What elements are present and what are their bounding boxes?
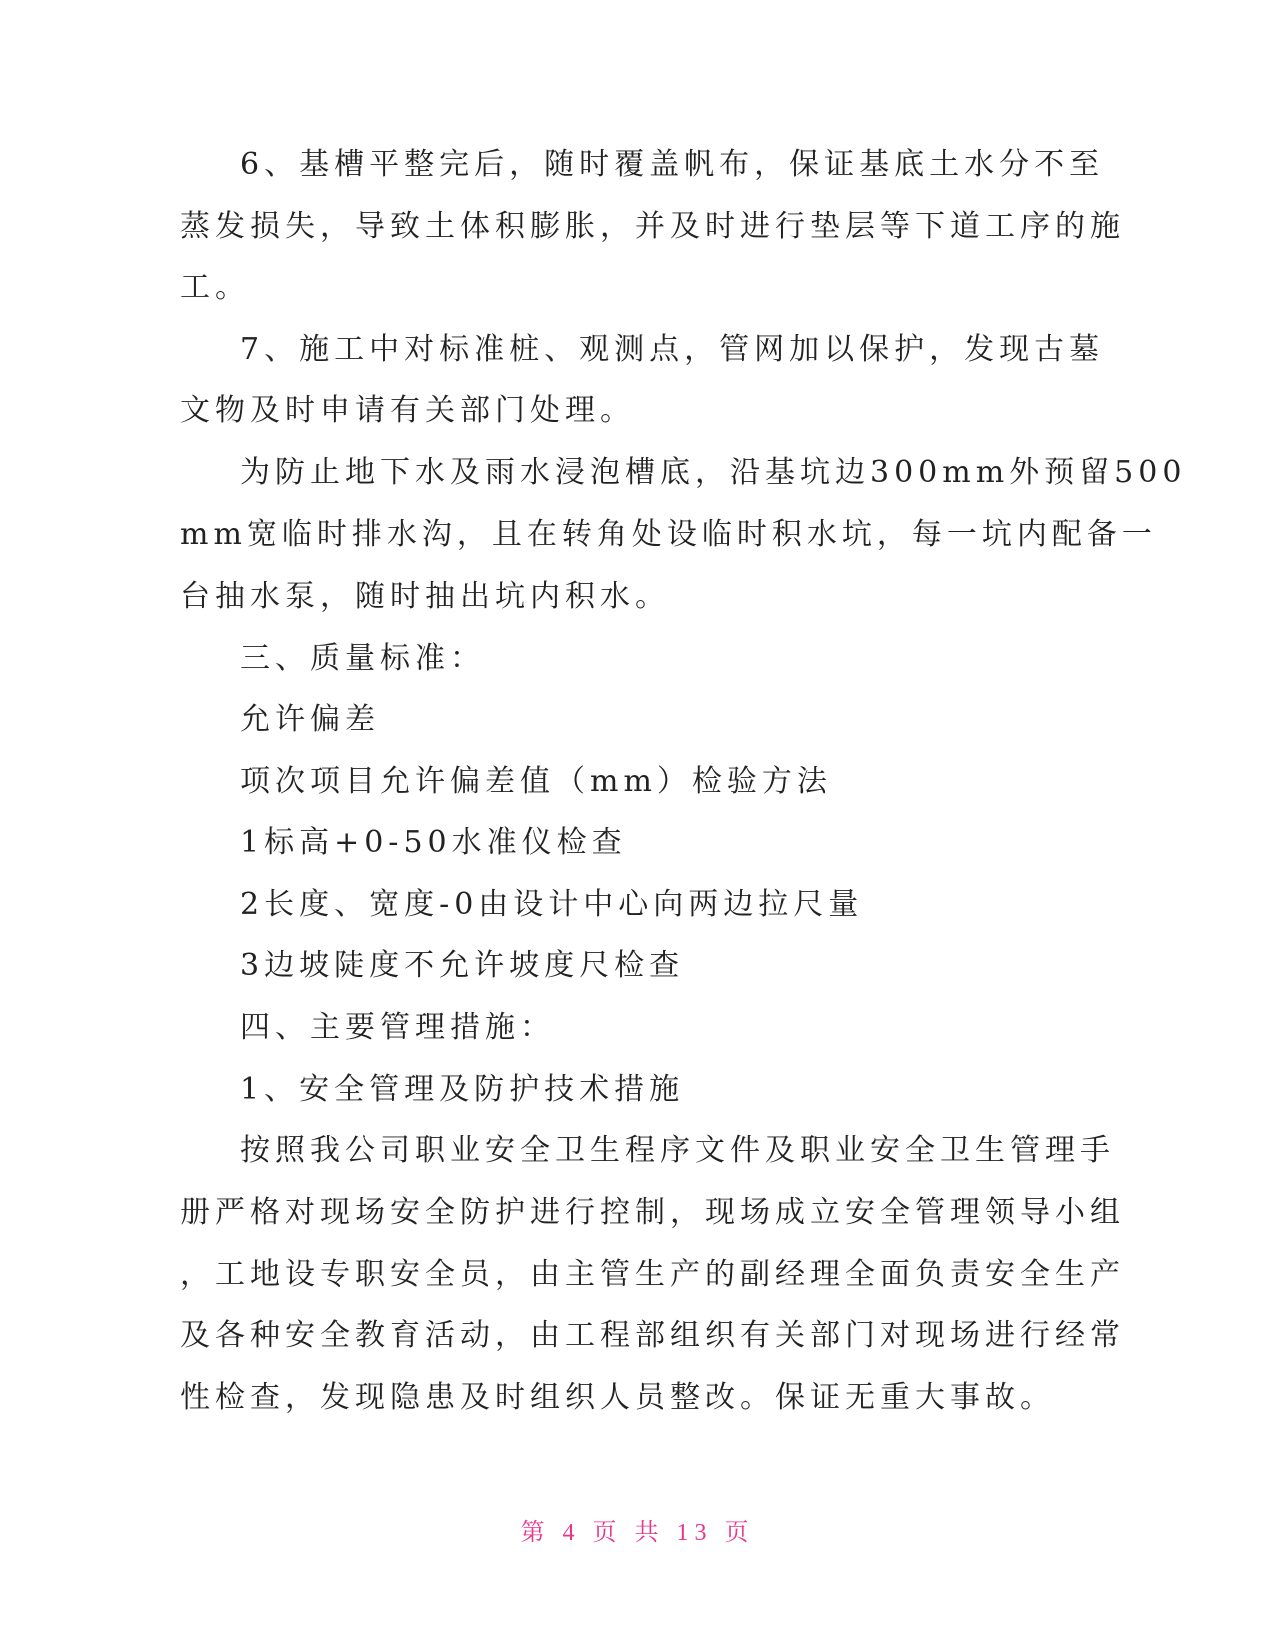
section-heading: 三、质量标准： (240, 641, 485, 676)
text-line: 按照我公司职业安全卫生程序文件及职业安全卫生管理手 (240, 1133, 1115, 1168)
page-number-footer: 第 4 页 共 13 页 (520, 1520, 755, 1546)
text-line: 7、施工中对标准桩、观测点，管网加以保护，发现古墓 (240, 332, 1105, 367)
table-row-line: 1标高+0-50水准仪检查 (240, 825, 627, 860)
text-line: 允许偏差 (240, 702, 380, 737)
text-line: 及各种安全教育活动，由工程部组织有关部门对现场进行经常 (180, 1318, 1125, 1353)
text-line: 册严格对现场安全防护进行控制，现场成立安全管理领导小组 (180, 1195, 1125, 1230)
subsection-heading: 1、安全管理及防护技术措施 (240, 1072, 685, 1107)
section-heading: 四、主要管理措施： (240, 1010, 555, 1045)
text-line: 性检查，发现隐患及时组织人员整改。保证无重大事故。 (180, 1380, 1055, 1415)
text-line: 文物及时申请有关部门处理。 (180, 393, 635, 428)
text-line: 蒸发损失，导致土体积膨胀，并及时进行垫层等下道工序的施 (180, 209, 1125, 244)
text-line: 为防止地下水及雨水浸泡槽底，沿基坑边300mm外预留500 (240, 455, 1187, 490)
text-line: mm宽临时排水沟，且在转角处设临时积水坑，每一坑内配备一 (180, 517, 1157, 552)
table-row-line: 2长度、宽度-0由设计中心向两边拉尺量 (240, 887, 864, 922)
table-header-line: 项次项目允许偏差值（mm）检验方法 (240, 764, 832, 799)
text-line: 6、基槽平整完后，随时覆盖帆布，保证基底土水分不至 (240, 147, 1105, 182)
text-line: 工。 (180, 270, 250, 305)
text-line: ，工地设专职安全员，由主管生产的副经理全面负责安全生产 (180, 1257, 1125, 1292)
table-row-line: 3边坡陡度不允许坡度尺检查 (240, 948, 685, 983)
text-line: 台抽水泵，随时抽出坑内积水。 (180, 579, 670, 614)
